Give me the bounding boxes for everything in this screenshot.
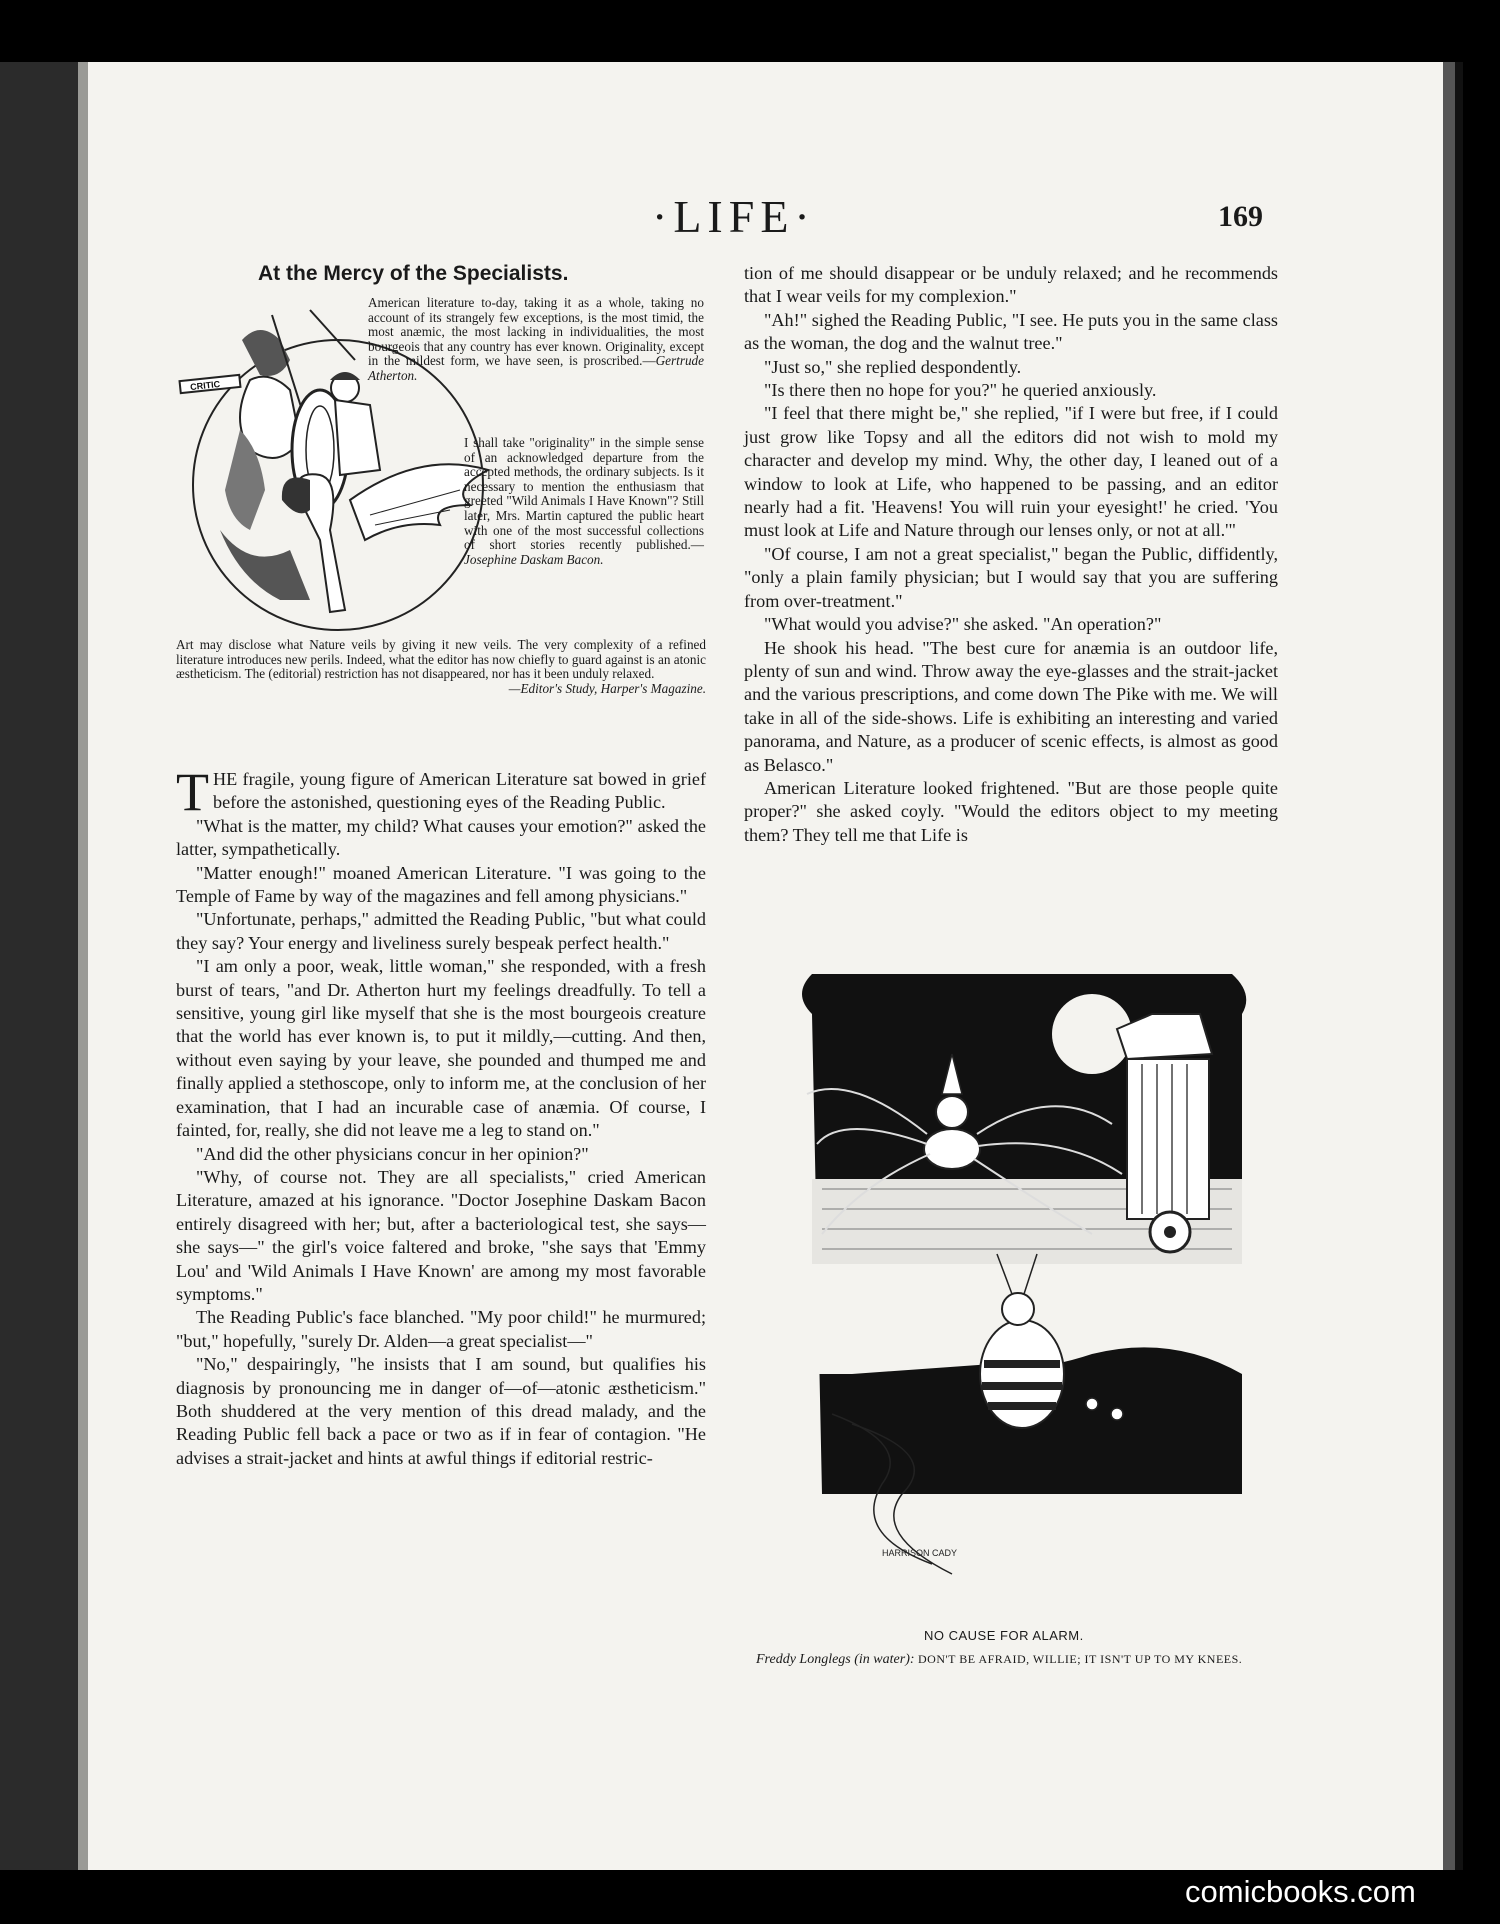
quote-atherton-citation: Gertrude Atherton. xyxy=(368,353,704,383)
masthead-title: ·LIFE· xyxy=(652,191,816,242)
page-number: 169 xyxy=(1218,200,1263,233)
cartoon-dialogue xyxy=(756,1650,1256,1669)
artist-signature: HARRISON CADY xyxy=(882,1548,958,1558)
article-paragraph: "I feel that there might be," she replied, "if I were but free, if I could just grow like Topsy and all the editors did not wish to mold my character and develop my mind. Why, the other day, I leaned out of a window to look at Life, who happened to be passing, and an editor nearly had a fit. 'Heavens! You will ruin your eyesight!' he cried. 'You must look at Life and Nature through our lenses only, or not at all.'" xyxy=(744,403,1278,541)
paragraph-text: HE fragile, young figure of American Literature sat bowed in grief before the astonished, questioning eyes of the Reading Public. xyxy=(213,769,706,813)
article-paragraph xyxy=(176,762,706,822)
article-paragraph: "Matter enough!" moaned American Literature. "I was going to the Temple of Fame by way of the magazines and fell among physicians." xyxy=(176,862,706,907)
speaker-name: Freddy Longlegs xyxy=(756,1652,851,1667)
article-column-right xyxy=(744,262,1278,847)
quote-bacon-text: I shall take "originality" in the simple sense of an acknowledged departure from the accepted methods, the ordinary subjects. Is it necessary to mention the enthusiasm that greeted "Wild Animals I Have Known"? Still later, Mrs. Martin captured the public heart with one of the most successful collections of short stories recently published.— xyxy=(464,435,704,553)
quote-harpers xyxy=(176,638,706,696)
article-paragraph: "Of course, I am not a great specialist," began the Public, diffidently, "only a plain family physician; but I would say that you are suffering from over-treatment." xyxy=(744,543,1278,611)
quote-harpers-text: Art may disclose what Nature veils by giving it new veils. The very complexity of a refined literature introduces new perils. Indeed, what the editor has now chiefly to guard against is an atonic æstheticism. The (editorial) restriction has not disappeared, nor has it been unduly relaxed. xyxy=(176,637,706,682)
quote-atherton-text: American literature to-day, taking it as a whole, taking no account of its strangely few exceptions, is the most timid, the most anæmic, the most lacking in individualities, the most bourgeois that any country has ever known. Originality, except in the mildest form, we have seen, is proscribed.— xyxy=(368,295,704,369)
critic-label: CRITIC xyxy=(189,378,221,393)
article-paragraph: "What is the matter, my child? What causes your emotion?" asked the latter, sympathetically. xyxy=(176,815,706,860)
article-paragraph: "I am only a poor, weak, little woman," she responded, with a fresh burst of tears, "and Dr. Atherton hurt my feelings dreadfully. To tell a sensitive, young girl like myself that she is the most bourgeois creature that the world has ever known is, to put it mildly,—cutting. And then, without even saying by your leave, she pounded and thumped me and finally applied a stethoscope, only to inform me, at the conclusion of her examination, that I had an incurable case of anæmia. Of course, I fainted, for, really, she did not leave me a leg to stand on." xyxy=(176,956,706,1141)
article-paragraph: The Reading Public's face blanched. "My poor child!" he murmured; "but," hopefully, "surely Dr. Alden—a great specialist—" xyxy=(176,1307,706,1351)
article-paragraph: American Literature looked frightened. "But are those people quite proper?" she asked coyly. "Would the editors object to my meeting them? They tell me that Life is xyxy=(744,777,1278,845)
article-paragraph: tion of me should disappear or be unduly relaxed; and he recommends that I wear veils for my complexion." xyxy=(744,263,1278,307)
stage-direction: (in water): xyxy=(854,1652,915,1667)
quote-harpers-citation: —Editor's Study, Harper's Magazine. xyxy=(508,680,706,696)
article-paragraph: "What would you advise?" she asked. "An operation?" xyxy=(764,614,1162,635)
cartoon-caption: NO CAUSE FOR ALARM. xyxy=(924,1628,1084,1643)
dialogue-text: DON'T BE AFRAID, WILLIE; IT ISN'T UP TO MY KNEES. xyxy=(918,1652,1243,1666)
binding-spine xyxy=(0,62,88,1870)
quote-bacon xyxy=(464,436,704,567)
spider-bathhouse-cartoon xyxy=(792,974,1254,1594)
quote-atherton xyxy=(368,296,704,384)
site-watermark: comicbooks.com xyxy=(1185,1874,1416,1909)
article-paragraph: "And did the other physicians concur in her opinion?" xyxy=(196,1143,589,1164)
page-edge-shadow xyxy=(1455,62,1463,1870)
article-column-left xyxy=(176,762,706,1470)
article-paragraph: "Ah!" sighed the Reading Public, "I see. He puts you in the same class as the woman, the dog and the walnut tree." xyxy=(744,309,1278,354)
article-paragraph: "No," despairingly, "he insists that I am sound, but qualifies his diagnosis by pronouncing me in danger of—of—atonic æstheticism." Both shuddered at the very mention of this dread malady, and the Reading Public fell back a pace or two as if in fear of contagion. "He advises a strait-jacket and hints at awful things if editorial restric- xyxy=(176,1354,706,1468)
drop-cap: T xyxy=(176,762,209,822)
article-paragraph: He shook his head. "The best cure for anæmia is an outdoor life, plenty of sun and wind. Throw away the eye-glasses and the strait-jacket and the various prescriptions, and come down The Pike with me. We will take in all of the side-shows. Life is exhibiting an interesting and varied panorama, and Nature, as a producer of scenic effects, is almost as good as Belasco." xyxy=(744,637,1278,775)
article-paragraph: "Is there then no hope for you?" he queried anxiously. xyxy=(764,380,1157,401)
article-title: At the Mercy of the Specialists. xyxy=(258,262,569,285)
article-paragraph: "Unfortunate, perhaps," admitted the Reading Public, "but what could they say? Your energy and liveliness surely bespeak perfect health." xyxy=(176,909,706,953)
quote-bacon-citation: Josephine Daskam Bacon. xyxy=(464,551,604,567)
article-paragraph: "Just so," she replied despondently. xyxy=(764,356,1022,377)
article-paragraph: "Why, of course not. They are all specialists," cried American Literature, amazed at his ignorance. "Doctor Josephine Daskam Bacon entirely disagreed with her; but, after a bacteriological test, she says—she says—" the girl's voice faltered and broke, "she says that 'Emmy Lou' and 'Wild Animals I Have Known' are among my most favorable symptoms." xyxy=(176,1166,706,1304)
